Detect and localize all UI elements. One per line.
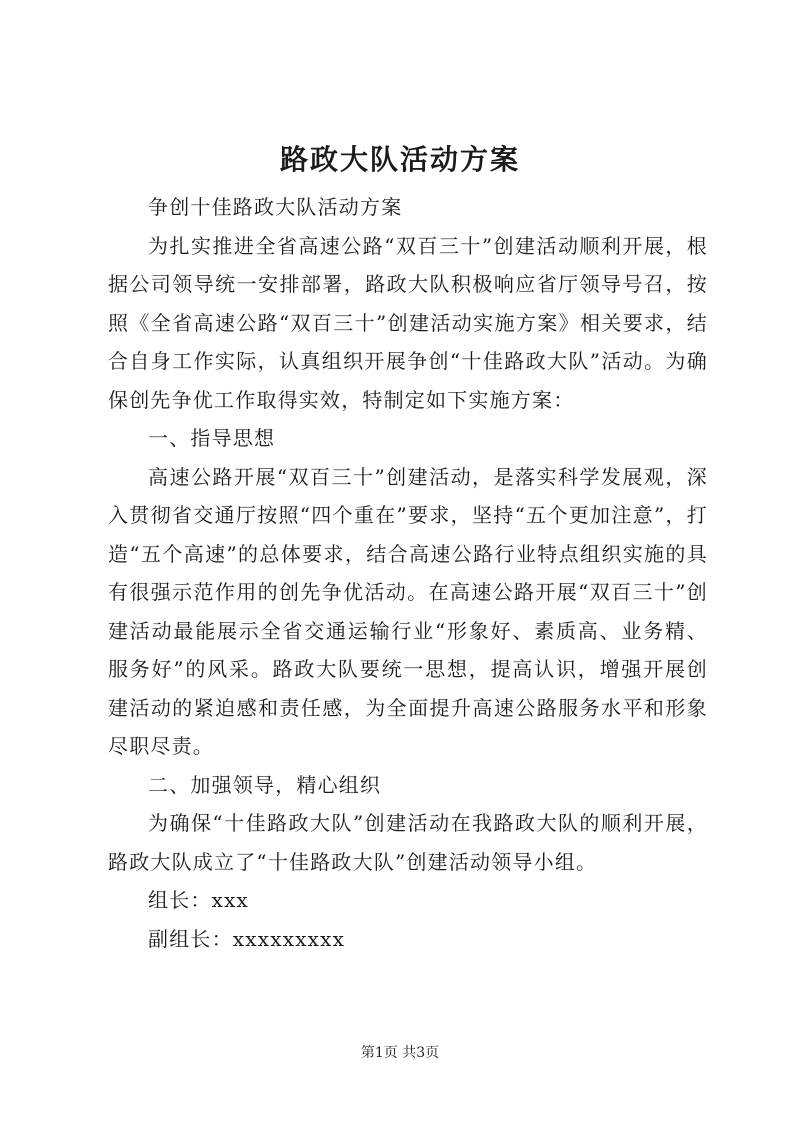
page-number-footer: 第1页 共3页 bbox=[360, 1045, 440, 1061]
group-leader-line: 组长：xxx bbox=[148, 888, 250, 912]
section-heading-leadership: 二、加强领导，精心组织 bbox=[148, 772, 382, 797]
document-body bbox=[108, 188, 708, 958]
intro-paragraph: 为扎实推进全省高速公路“双百三十”创建活动顺利开展，根据公司领导统一安排部署，路政大队积极响应省厅领导号召，按照《全省高速公路“双百三十”创建活动实施方案》相关要求，结合自身工作实际，认真组织开展争创“十佳路政大队”活动。为确保创先争优工作取得实效，特制定如下实施方案： bbox=[108, 233, 708, 412]
leadership-paragraph: 为确保“十佳路政大队”创建活动在我路政大队的顺利开展，路政大队成立了“十佳路政大队”创建活动领导小组。 bbox=[108, 811, 708, 874]
document-title: 路政大队活动方案 bbox=[279, 143, 520, 176]
deputy-leader-line: 副组长：xxxxxxxxx bbox=[148, 926, 346, 951]
guiding-thought-paragraph: 高速公路开展“双百三十”创建活动，是落实科学发展观，深入贯彻省交通厅按照“四个重在”要求，坚持“五个更加注意”，打造“五个高速”的总体要求，结合高速公路行业特点组织实施的具有很强示范作用的创先争优活动。在高速公路开展“双百三十”创建活动最能展示全省交通运输行业“形象好、素质高、业务精、服务好”的风采。路政大队要统一思想，提高认识，增强开展创建活动的紧迫感和责任感，为全面提升高速公路服务水平和形象尽职尽责。 bbox=[108, 464, 708, 758]
section-heading-guiding-thought: 一、指导思想 bbox=[148, 426, 276, 450]
subtitle-paragraph: 争创十佳路政大队活动方案 bbox=[148, 195, 403, 219]
